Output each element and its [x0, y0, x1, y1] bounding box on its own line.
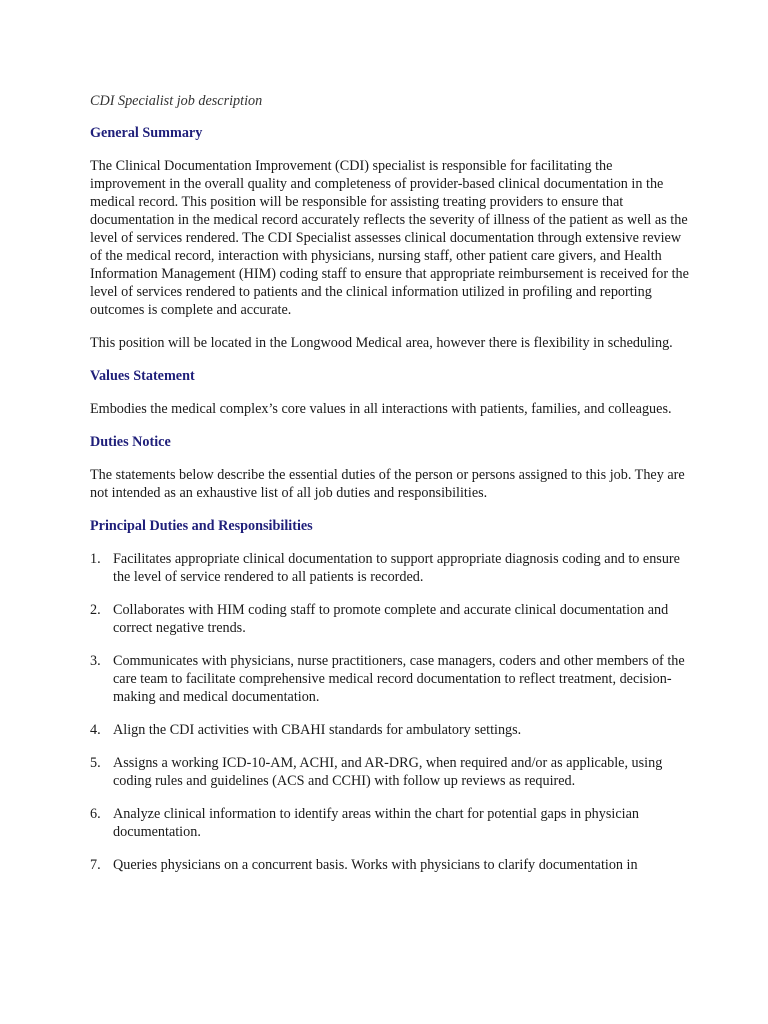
- list-item: [90, 601, 690, 637]
- list-item-number: 6.: [90, 806, 101, 822]
- list-item: [90, 754, 690, 790]
- duties-notice-paragraph: The statements below describe the essential duties of the person or persons assigned to this job. They are not intended as an exhaustive list of all job duties and responsibilities.: [90, 467, 685, 501]
- list-item-number: 1.: [90, 551, 101, 567]
- list-item-text: Facilitates appropriate clinical documentation to support appropriate diagnosis coding and to ensure the level of service rendered to all patients is recorded.: [113, 551, 680, 585]
- list-item: [90, 550, 690, 586]
- list-item-number: 2.: [90, 602, 101, 618]
- values-statement-heading: Values Statement: [90, 368, 195, 384]
- principal-duties-list: [90, 550, 690, 874]
- duties-notice-heading: Duties Notice: [90, 434, 171, 450]
- list-item-number: 4.: [90, 722, 101, 738]
- list-item: [90, 805, 690, 841]
- list-item-text: Collaborates with HIM coding staff to promote complete and accurate clinical documentation and correct negative trends.: [113, 602, 669, 636]
- document-page: [90, 92, 690, 889]
- list-item-text: Analyze clinical information to identify areas within the chart for potential gaps in physician documentation.: [113, 806, 639, 840]
- list-item-number: 3.: [90, 653, 101, 669]
- list-item: [90, 652, 690, 706]
- general-summary-paragraph-2: This position will be located in the Longwood Medical area, however there is flexibility in scheduling.: [90, 335, 673, 351]
- list-item-text: Align the CDI activities with CBAHI standards for ambulatory settings.: [113, 722, 522, 738]
- list-item: [90, 856, 690, 874]
- list-item-number: 7.: [90, 857, 101, 873]
- list-item-number: 5.: [90, 755, 101, 771]
- general-summary-paragraph-1: The Clinical Documentation Improvement (CDI) specialist is responsible for facilitating the improvement in the overall quality and completeness of provider-based clinical documentation in the medical record. This position will be responsible for assisting treating providers to ensure that documentation in the medical record accurately reflects the severity of illness of the patient as well as the level of services rendered. The CDI Specialist assesses clinical documentation through extensive review of the medical record, interaction with physicians, nursing staff, other patient care givers, and Health Information Management (HIM) coding staff to ensure that appropriate reimbursement is received for the level of services rendered to patients and the clinical information utilized in profiling and reporting outcomes is complete and accurate.: [90, 158, 689, 318]
- list-item: [90, 721, 690, 739]
- list-item-text: Communicates with physicians, nurse practitioners, case managers, coders and other members of the care team to facilitate comprehensive medical record documentation to reflect treatment, decision-making and medical documentation.: [113, 653, 685, 705]
- list-item-text: Assigns a working ICD-10-AM, ACHI, and AR-DRG, when required and/or as applicable, using coding rules and guidelines (ACS and CCHI) with follow up reviews as required.: [113, 755, 663, 789]
- general-summary-heading: General Summary: [90, 125, 203, 141]
- list-item-text: Queries physicians on a concurrent basis. Works with physicians to clarify documentation in: [113, 857, 638, 873]
- values-statement-paragraph: Embodies the medical complex’s core values in all interactions with patients, families, and colleagues.: [90, 401, 672, 417]
- principal-duties-heading: Principal Duties and Responsibilities: [90, 518, 313, 534]
- document-title: CDI Specialist job description: [90, 93, 263, 109]
